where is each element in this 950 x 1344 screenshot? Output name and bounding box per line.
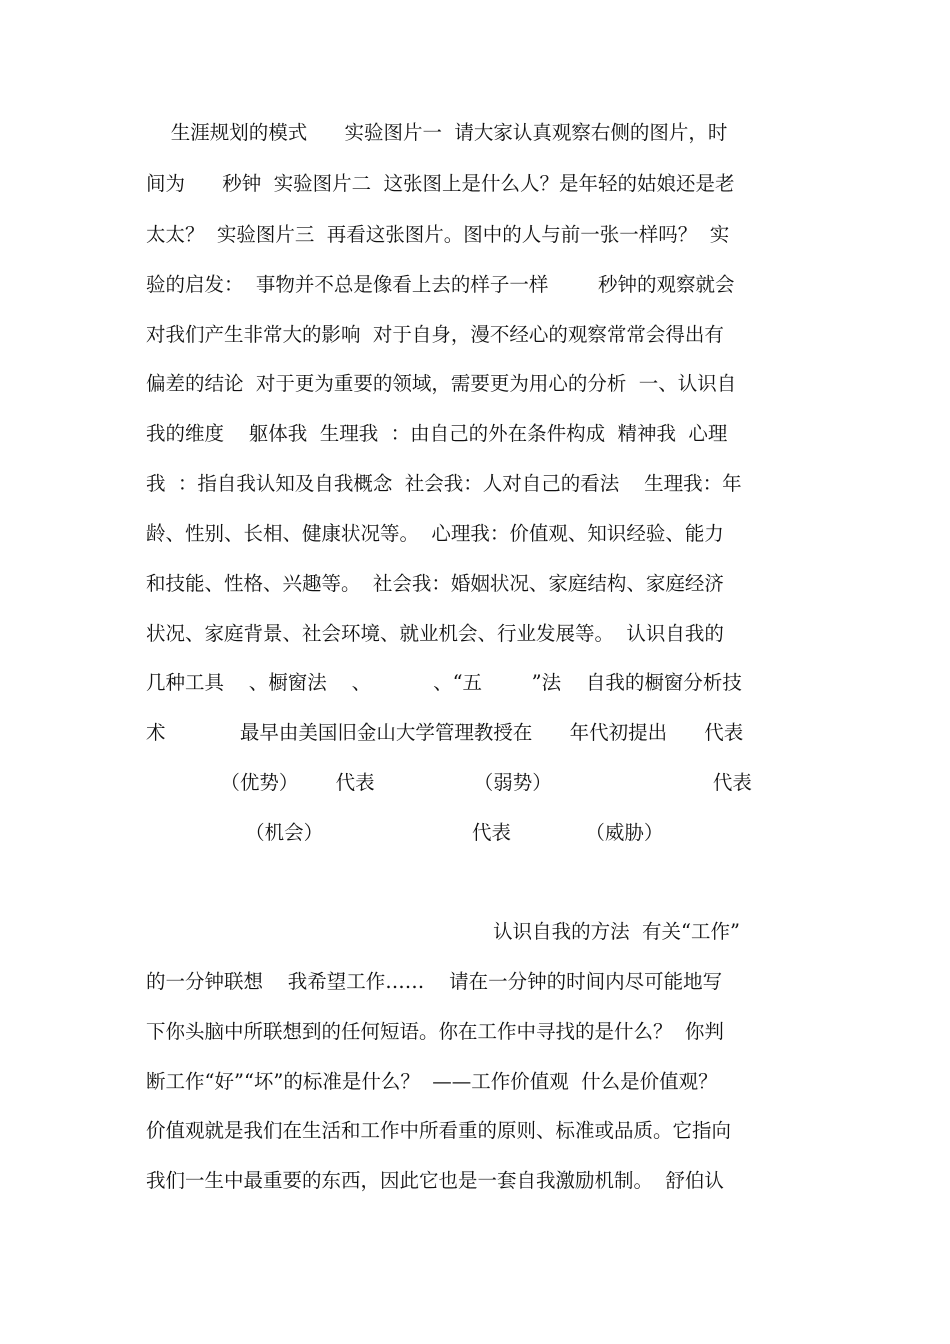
text-line: 生涯规划的模式 实验图片一 请大家认真观察右侧的图片，时 <box>146 121 728 144</box>
text-line: 的一分钟联想 我希望工作…… 请在一分钟的时间内尽可能地写 <box>146 970 723 993</box>
text-line: 断工作“好”“坏”的标准是什么？ ——工作价值观 什么是价值观？ <box>146 1070 718 1093</box>
text-line: 我 ：指自我认知及自我概念 社会我：人对自己的看法 生理我：年 <box>146 472 742 495</box>
text-line: 下你头脑中所联想到的任何短语。你在工作中寻找的是什么？ 你判 <box>146 1020 724 1043</box>
text-line: 我的维度 躯体我 生理我 ：由自己的外在条件构成 精神我 心理 <box>146 422 728 445</box>
text-line: 几种工具 、橱窗法 、 、“五 ”法 自我的橱窗分析技 <box>146 671 742 694</box>
text-line: 认识自我的方法 有关“工作” <box>146 920 740 943</box>
text-line: 价值观就是我们在生活和工作中所看重的原则、标准或品质。它指向 <box>146 1119 732 1142</box>
text-line: （机会） 代表 （威胁） <box>146 821 664 844</box>
text-line: 龄、性别、长相、健康状况等。 心理我：价值观、知识经验、能力 <box>146 522 724 545</box>
text-line: 偏差的结论 对于更为重要的领域，需要更为用心的分析 一、认识自 <box>146 372 737 395</box>
text-line: （优势） 代表 （弱势） 代表 <box>146 771 752 794</box>
text-line: 验的启发： 事物并不总是像看上去的样子一样 秒钟的观察就会 <box>146 273 735 296</box>
text-line: 和技能、性格、兴趣等。 社会我：婚姻状况、家庭结构、家庭经济 <box>146 572 724 595</box>
text-line: 我们一生中最重要的东西，因此它也是一套自我激励机制。 舒伯认 <box>146 1169 724 1192</box>
text-line: 对我们产生非常大的影响 对于自身，漫不经心的观察常常会得出有 <box>146 323 724 346</box>
text-line: 术 最早由美国旧金山大学管理教授在 年代初提出 代表 <box>146 721 744 744</box>
text-line: 太太？ 实验图片三 再看这张图片。图中的人与前一张一样吗？ 实 <box>146 223 730 246</box>
text-line: 状况、家庭背景、社会环境、就业机会、行业发展等。 认识自我的 <box>146 622 724 645</box>
text-line: 间为 秒钟 实验图片二 这张图上是什么人？是年轻的姑娘还是老 <box>146 172 735 195</box>
